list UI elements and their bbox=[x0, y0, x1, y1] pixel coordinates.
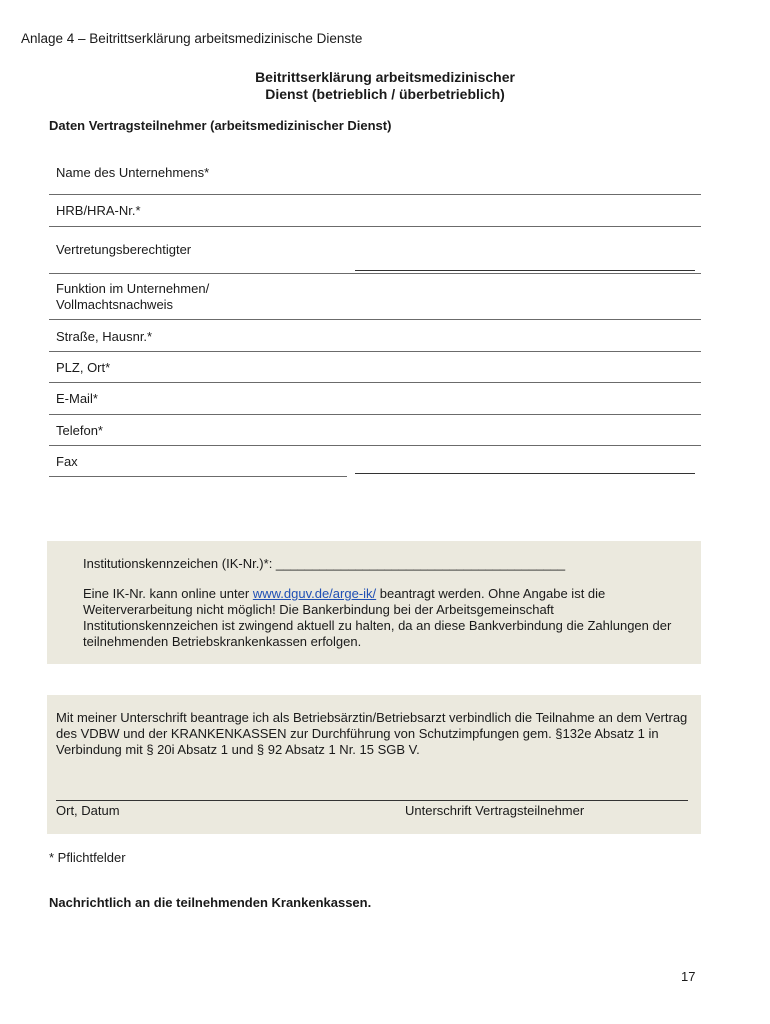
function-label-line-2: Vollmachtsnachweis bbox=[56, 297, 174, 312]
annex-header: Anlage 4 – Beitrittserklärung arbeitsmedizinische Dienste bbox=[21, 31, 363, 46]
ik-number-field[interactable]: Institutionskennzeichen (IK-Nr.)*: ________________________________________ bbox=[83, 556, 566, 571]
zip-city-label: PLZ, Ort* bbox=[56, 360, 111, 375]
title-line-1: Beitrittserklärung arbeitsmedizinischer bbox=[255, 69, 515, 85]
company-name-label: Name des Unternehmens* bbox=[56, 165, 210, 180]
page-number: 17 bbox=[681, 969, 696, 984]
street-line[interactable] bbox=[49, 351, 701, 352]
representative-line[interactable] bbox=[355, 270, 695, 271]
phone-label: Telefon* bbox=[56, 423, 103, 438]
function-line[interactable] bbox=[49, 319, 701, 320]
title-line-2: Dienst (betrieblich / überbetrieblich) bbox=[265, 86, 505, 102]
email-line[interactable] bbox=[49, 414, 701, 415]
function-label bbox=[56, 281, 209, 313]
phone-line[interactable] bbox=[49, 445, 701, 446]
zip-city-line[interactable] bbox=[49, 382, 701, 383]
dguv-link[interactable]: www.dguv.de/arge-ik/ bbox=[252, 586, 377, 601]
notice-text: Nachrichtlich an die teilnehmenden Krankenkassen. bbox=[49, 895, 372, 910]
signature-line[interactable] bbox=[56, 800, 688, 801]
ik-info-text-start: Eine IK-Nr. kann online unter bbox=[83, 586, 253, 601]
representative-divider bbox=[49, 273, 701, 274]
fax-line-right[interactable] bbox=[355, 473, 695, 474]
section-heading: Daten Vertragsteilnehmer (arbeitsmedizinischer Dienst) bbox=[49, 118, 392, 133]
ik-info-text bbox=[83, 586, 683, 650]
signature-declaration: Mit meiner Unterschrift beantrage ich als Betriebsärztin/Betriebsarzt verbindlich die Teilnahme an dem Vertrag des VDBW und der KRANKENKASSEN zur Durchführung von Schutzimpfungen gem. §132e Absatz 1 in Verbindung mit § 20i Absatz 1 und § 92 Absatz 1 Nr. 15 SGB V. bbox=[56, 710, 688, 757]
fax-label: Fax bbox=[56, 454, 78, 469]
hrb-label: HRB/HRA-Nr.* bbox=[56, 203, 141, 218]
function-label-line-1: Funktion im Unternehmen/ bbox=[56, 281, 210, 296]
ik-info-text-end: beantragt werden. Ohne Angabe ist die Weiterverarbeitung nicht möglich! Die Bankerbindung bei der Arbeitsgemeinschaft Institutionskennzeichen ist zwingend aktuell zu halten, da an diese Bankverbindung die Zahlungen der teilnehmenden Betriebskrankenkassen erfolgen. bbox=[83, 586, 672, 649]
place-date-label: Ort, Datum bbox=[56, 803, 120, 818]
document-title bbox=[0, 69, 770, 103]
email-label: E-Mail* bbox=[56, 391, 98, 406]
street-label: Straße, Hausnr.* bbox=[56, 329, 153, 344]
signature-label: Unterschrift Vertragsteilnehmer bbox=[405, 803, 585, 818]
company-name-line[interactable] bbox=[49, 194, 701, 195]
required-fields-note: * Pflichtfelder bbox=[49, 850, 126, 865]
fax-line[interactable] bbox=[49, 476, 347, 477]
hrb-line[interactable] bbox=[49, 226, 701, 227]
representative-label: Vertretungsberechtigter bbox=[56, 242, 192, 257]
